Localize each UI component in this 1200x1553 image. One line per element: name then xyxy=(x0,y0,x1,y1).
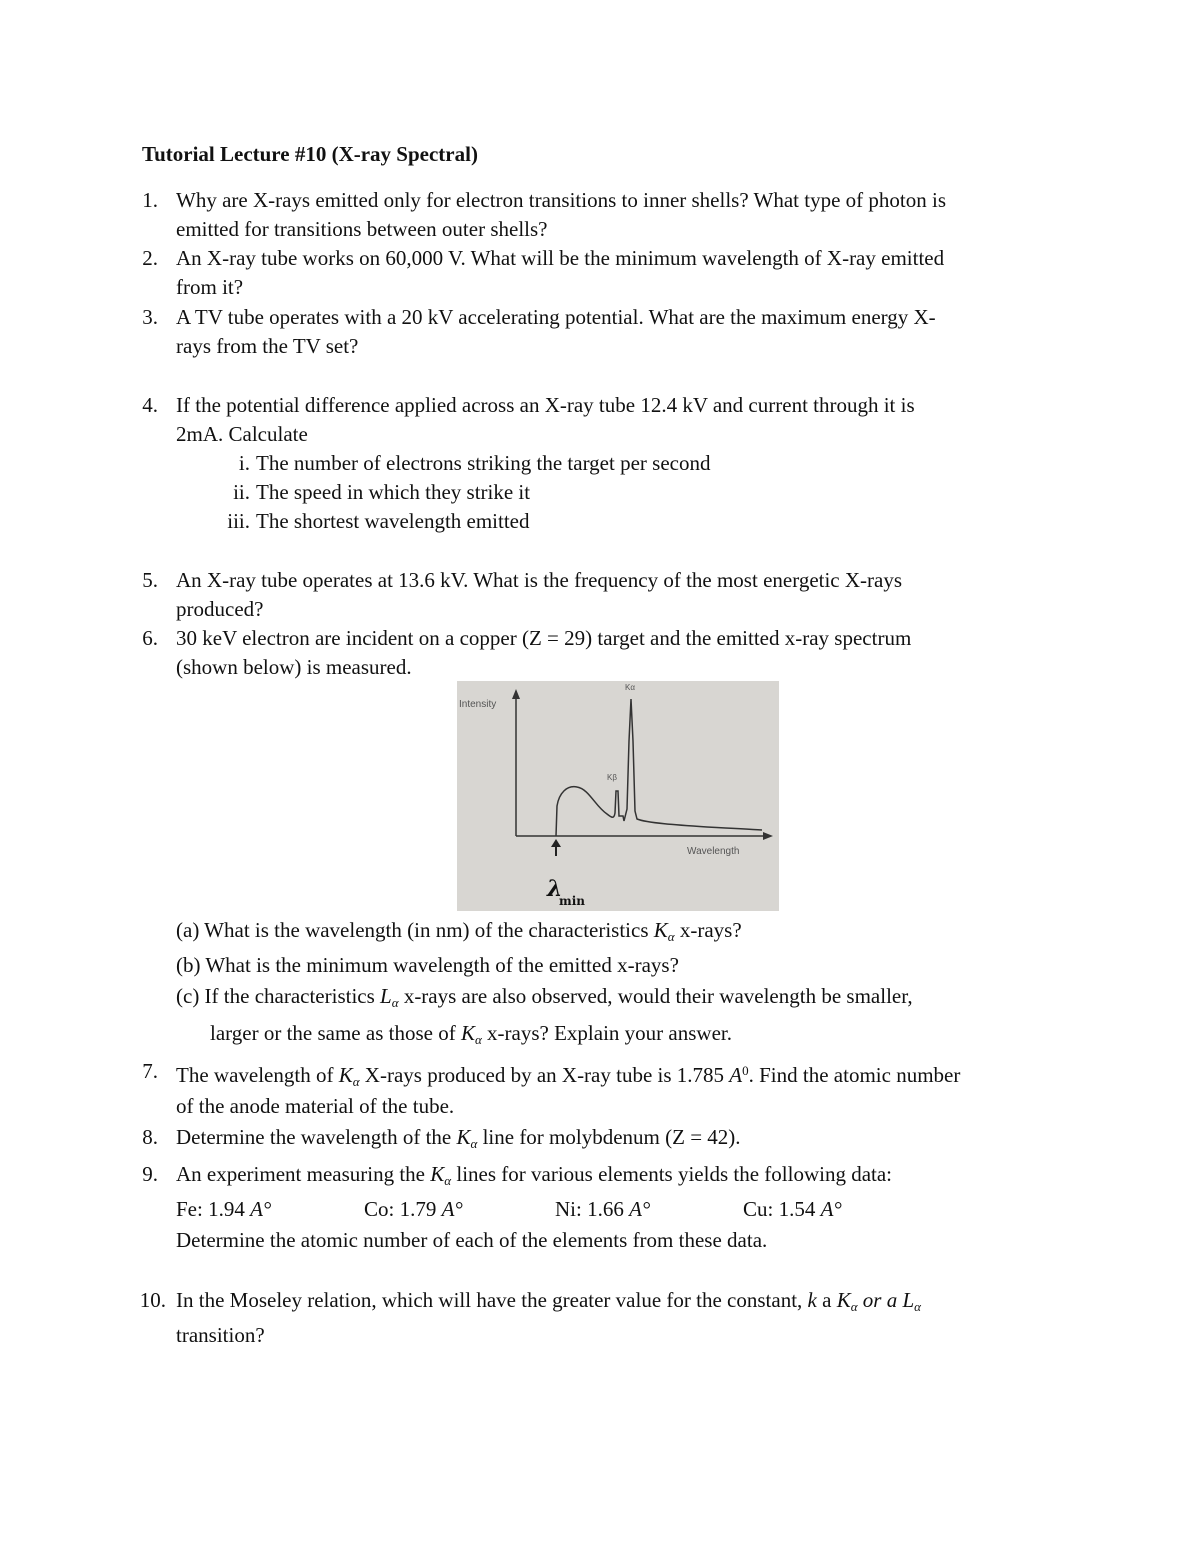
question-text: transition? xyxy=(176,1323,265,1347)
lambda-min-arrowhead xyxy=(551,839,561,847)
question-text: Why are X-rays emitted only for electron transitions to inner shells? What type of photon is xyxy=(176,188,946,212)
alpha-subscript: α xyxy=(474,1032,482,1047)
question-text: of the anode material of the tube. xyxy=(176,1094,455,1118)
question-number: 3. xyxy=(142,305,158,329)
spectrum-curve xyxy=(556,699,762,836)
q10-or: or a xyxy=(857,1288,903,1312)
k-symbol: K xyxy=(653,918,668,942)
lambda-subscript: min xyxy=(559,894,585,908)
k-symbol: K xyxy=(456,1125,471,1149)
data-fe: Fe: 1.94 A° xyxy=(176,1197,272,1221)
angstrom-symbol: A xyxy=(729,1063,743,1087)
question-text: from it? xyxy=(176,275,244,299)
sub-item-text: The number of electrons striking the target per second xyxy=(256,451,711,475)
question-text: An X-ray tube operates at 13.6 kV. What is the frequency of the most energetic X-rays xyxy=(176,568,903,592)
q7-text: The wavelength of xyxy=(176,1063,339,1087)
q7-text-mid: X-rays produced by an X-ray tube is 1.785 xyxy=(359,1063,730,1087)
question-number: 1. xyxy=(142,188,158,212)
k-symbol: K xyxy=(430,1162,445,1186)
q8-text-end: line for molybdenum (Z = 42). xyxy=(477,1125,741,1149)
question-text: An X-ray tube works on 60,000 V. What will be the minimum wavelength of X-ray emitted xyxy=(176,246,945,270)
question-text: 30 keV electron are incident on a copper (Z = 29) target and the emitted x-ray spectrum xyxy=(176,626,912,650)
q6c2-text: larger or the same as those of xyxy=(210,1021,461,1045)
question-text: (shown below) is measured. xyxy=(176,655,412,679)
x-axis-arrow xyxy=(763,832,773,840)
alpha-subscript: α xyxy=(352,1074,360,1089)
x-axis-label: Wavelength xyxy=(687,846,740,857)
k-symbol: K xyxy=(836,1288,851,1312)
alpha-subscript: α xyxy=(391,995,399,1010)
question-number: 5. xyxy=(142,568,158,592)
question-number: 4. xyxy=(142,393,158,417)
alpha-subscript: α xyxy=(667,929,675,944)
sub-item-number: iii. xyxy=(227,509,250,533)
question-text: A TV tube operates with a 20 kV accelerating potential. What are the maximum energy X- xyxy=(176,305,936,329)
xray-spectrum-figure xyxy=(457,681,779,911)
q9-text-end: lines for various elements yields the following data: xyxy=(451,1162,893,1186)
q6c-text-end: x-rays are also observed, would their wavelength be smaller, xyxy=(398,984,913,1008)
question-number: 6. xyxy=(142,626,158,650)
sub-item-number: ii. xyxy=(233,480,250,504)
k-variable: k xyxy=(807,1288,817,1312)
data-co: Co: 1.79 A° xyxy=(364,1197,463,1221)
question-text: If the potential difference applied across an X-ray tube 12.4 kV and current through it is xyxy=(176,393,915,417)
q9-text: An experiment measuring the xyxy=(176,1162,431,1186)
alpha-subscript: α xyxy=(470,1136,478,1151)
l-symbol: L xyxy=(380,984,392,1008)
y-axis-label: Intensity xyxy=(459,699,497,710)
question-number: 9. xyxy=(142,1162,158,1186)
question-number: 7. xyxy=(142,1059,158,1083)
k-beta-label: Kβ xyxy=(607,773,617,782)
y-axis-arrow xyxy=(512,689,520,699)
q10-text: In the Moseley relation, which will have the greater value for the constant, xyxy=(176,1288,808,1312)
q7-text-end: . Find the atomic number xyxy=(748,1063,961,1087)
k-alpha-label: Kα xyxy=(625,683,635,692)
question-text: produced? xyxy=(176,597,264,621)
q6c2-text-end: x-rays? Explain your answer. xyxy=(481,1021,732,1045)
q6c-text: (c) If the characteristics xyxy=(176,984,381,1008)
k-symbol: K xyxy=(460,1021,475,1045)
q8-text: Determine the wavelength of the xyxy=(176,1125,457,1149)
question-number: 8. xyxy=(142,1125,158,1149)
data-ni: Ni: 1.66 A° xyxy=(555,1197,651,1221)
q6b-text: (b) What is the minimum wavelength of the emitted x-rays? xyxy=(176,953,679,977)
l-symbol: L xyxy=(902,1288,915,1312)
data-cu: Cu: 1.54 A° xyxy=(743,1197,842,1221)
question-text: rays from the TV set? xyxy=(176,334,359,358)
alpha-subscript: α xyxy=(914,1299,921,1314)
lambda-symbol: λ xyxy=(547,876,563,902)
q10-a: a xyxy=(816,1288,837,1312)
q6a-text-end: x-rays? xyxy=(674,918,742,942)
spectrum-chart xyxy=(457,681,779,911)
page-title: Tutorial Lecture #10 (X-ray Spectral) xyxy=(142,142,478,166)
sub-item-number: i. xyxy=(238,451,250,475)
k-symbol: K xyxy=(338,1063,353,1087)
sub-item-text: The shortest wavelength emitted xyxy=(256,509,530,533)
question-number: 10. xyxy=(139,1288,166,1312)
question-text: Determine the atomic number of each of the elements from these data. xyxy=(176,1228,768,1252)
alpha-subscript: α xyxy=(850,1299,858,1314)
question-text: 2mA. Calculate xyxy=(176,422,308,446)
superscript-zero: 0 xyxy=(742,1063,749,1078)
question-text: emitted for transitions between outer shells? xyxy=(176,217,548,241)
alpha-subscript: α xyxy=(444,1173,452,1188)
question-number: 2. xyxy=(142,246,158,270)
q6a-text: (a) What is the wavelength (in nm) of the characteristics xyxy=(176,918,654,942)
sub-item-text: The speed in which they strike it xyxy=(256,480,531,504)
